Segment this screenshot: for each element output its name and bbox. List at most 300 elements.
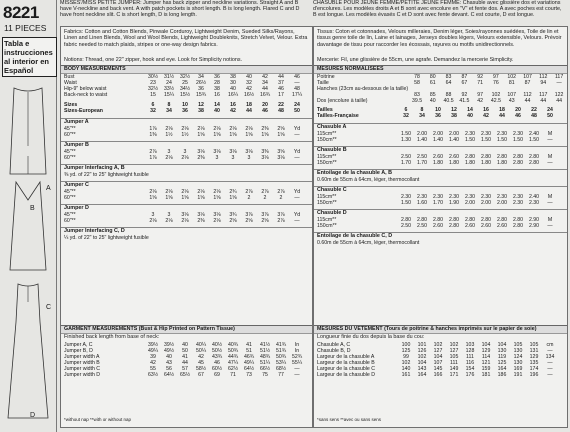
table-row [314, 113, 558, 119]
cell-value [508, 240, 523, 246]
row-label: 150cm** [317, 160, 337, 166]
size-value: 14 [214, 102, 220, 108]
row-label: Tailles [317, 107, 333, 113]
cell-value: 127 [433, 348, 443, 354]
table-row [314, 137, 558, 143]
cell-value: 2.00 [416, 131, 428, 137]
cell-value [182, 235, 198, 241]
cell-value [230, 172, 246, 178]
size-value: 10 [435, 107, 441, 113]
size-value: 32 [403, 113, 409, 119]
cell-value: 78 [414, 74, 420, 80]
cell-value: 28 [214, 80, 220, 86]
cell-value [494, 177, 509, 183]
cell-value: 112 [523, 92, 532, 98]
cell-value: 1.60 [416, 200, 428, 206]
table-row [61, 172, 310, 178]
cell-value: 49¼ [147, 348, 159, 354]
size-value: 24 [294, 102, 300, 108]
cell-value: 2.80 [416, 217, 428, 223]
cell-value: 1.40 [432, 137, 444, 143]
cell-value: 102 [449, 342, 459, 348]
cell-value: 2⅜ [197, 218, 205, 224]
row-label: 60"** [64, 195, 76, 201]
cell-value: 44 [540, 98, 547, 104]
cell-value: 17 [278, 92, 284, 98]
cell-value: 3⅛ [197, 212, 205, 218]
description-strip [60, 0, 566, 26]
cell-value: 55 [150, 366, 156, 372]
cell-value: 1⅝ [149, 195, 157, 201]
cell-value: 107 [523, 74, 532, 80]
size-value: 12 [451, 107, 457, 113]
cell-value: 169 [513, 366, 523, 372]
row-label: 150cm** [317, 137, 337, 143]
pattern-number: 8221 [3, 3, 39, 22]
cell-value: 51 [246, 348, 252, 354]
cell-value: 41¾ [275, 342, 287, 348]
size-value: 44 [246, 108, 252, 114]
cell-value: 2⅛ [165, 155, 173, 161]
cell-value: 2⅛ [213, 189, 221, 195]
size-value: 18 [246, 102, 252, 108]
cell-value: 73 [246, 372, 252, 378]
cell-value [214, 235, 230, 241]
cell-value: 2.80 [528, 160, 540, 166]
cell-value [262, 172, 278, 178]
mercerie-text: Mercerie: Fil, une glissière de 55cm, une agrafe. Demandez la mercerie Simplicity. [317, 57, 514, 63]
cell-value: 38 [214, 86, 220, 92]
cell-value: 176 [465, 372, 475, 378]
cell-value: 3⅞ [245, 212, 253, 218]
cell-value: 104 [481, 342, 491, 348]
cell-value: 45 [198, 360, 204, 366]
size-value: 12 [198, 102, 204, 108]
row-label: 115cm** [317, 194, 337, 200]
cell-value: 1.50 [528, 137, 540, 143]
size-value: 38 [451, 113, 457, 119]
row-label: 150cm** [317, 200, 337, 206]
yardage-group-title: Chasuble B [317, 147, 347, 153]
cell-value: 2 [263, 195, 267, 201]
cell-value: 181 [481, 372, 491, 378]
cell-value: 161 [401, 372, 411, 378]
table-row [61, 132, 305, 138]
cell-value: 1.40 [448, 137, 460, 143]
cell-value: — [547, 360, 553, 366]
cell-value: 1.80 [464, 160, 476, 166]
cell-value: 40 [230, 86, 236, 92]
size-value: 40 [467, 113, 473, 119]
cell-value: 46 [294, 74, 300, 80]
cell-value: 2.60 [432, 154, 444, 160]
cell-value: 32½ [179, 74, 191, 80]
cell-value: 40 [166, 354, 172, 360]
cell-value: M [547, 154, 553, 160]
view-b-silhouette [6, 180, 50, 272]
cell-value: 3¾ [229, 212, 237, 218]
yardage-table [314, 177, 567, 183]
cell-value: 1.70 [432, 200, 444, 206]
cell-value: 2 [247, 195, 251, 201]
cell-value: 63½ [147, 372, 159, 378]
cell-value: 102 [433, 342, 443, 348]
cell-value: 1.80 [480, 160, 492, 166]
cell-value: 3 [247, 155, 251, 161]
cell-value [552, 177, 567, 183]
size-value: 16 [230, 102, 236, 108]
cell-value: 15¾ [195, 92, 207, 98]
yardage-table [61, 149, 305, 161]
cell-value: 44¾ [227, 354, 239, 360]
row-label: Jumper B, D [64, 348, 93, 354]
cell-value: 47¼ [227, 360, 239, 366]
cell-value [166, 172, 182, 178]
cell-value: 2.50 [416, 154, 428, 160]
cell-value: 32½ [147, 86, 159, 92]
size-value: 14 [467, 107, 473, 113]
cell-value: 44 [262, 86, 268, 92]
cell-value: 2.30 [432, 194, 444, 200]
cell-value: — [294, 195, 300, 201]
cell-value: 64½ [243, 366, 255, 372]
cell-value: 42.5 [490, 98, 501, 104]
size-value: 6 [404, 107, 408, 113]
cell-value: 121 [481, 360, 491, 366]
cell-value: 3 [215, 155, 219, 161]
cell-value: 107 [507, 92, 517, 98]
cell-value: Yd [293, 189, 301, 195]
cell-value: 2.80 [512, 160, 524, 166]
cell-value: 3⅛ [197, 149, 205, 155]
left-column [0, 0, 57, 432]
cell-value: 116 [465, 360, 475, 366]
cell-value: 130 [513, 360, 523, 366]
cell-value: 2⅞ [277, 189, 285, 195]
cell-value: — [556, 80, 562, 86]
cell-value: 2.80 [432, 217, 444, 223]
row-label: Waist [64, 80, 77, 86]
mesures-normalisees-heading: MESURES NORMALISEES [314, 65, 567, 74]
body-measurements-heading: BODY MEASUREMENTS [61, 65, 312, 74]
cell-value: 1.40 [416, 137, 428, 143]
cell-value [538, 177, 553, 183]
cell-value [479, 240, 494, 246]
cell-value: 41.5 [459, 98, 470, 104]
cell-value: 2⅞ [245, 189, 253, 195]
cell-value: 56 [166, 366, 172, 372]
cell-value: 3 [167, 212, 171, 218]
cell-value: 17¼ [291, 92, 303, 98]
cell-value: 33½ [163, 86, 175, 92]
cell-value [523, 240, 538, 246]
cell-value: 43 [166, 360, 172, 366]
cell-value: 122 [554, 92, 564, 98]
cell-value: 52¾ [291, 354, 303, 360]
cell-value: 1⅞ [149, 126, 157, 132]
cell-value: 44 [524, 98, 531, 104]
cell-value: 57 [182, 366, 188, 372]
cell-value: 3 [151, 212, 155, 218]
size-value: 36 [435, 113, 441, 119]
cell-value: 1⅝ [229, 195, 237, 201]
size-value: 50 [547, 113, 553, 119]
cell-value: 49½ [163, 348, 175, 354]
cell-value: 140 [401, 366, 411, 372]
cell-value: 40.5 [443, 98, 454, 104]
cell-value: 2.30 [464, 194, 476, 200]
cell-value: 2.30 [496, 131, 508, 137]
size-value: 20 [262, 102, 268, 108]
cell-value: 111 [466, 354, 474, 360]
cell-value: 15½ [179, 92, 191, 98]
cell-value: 30 [230, 80, 236, 86]
cell-value [464, 177, 479, 183]
cell-value: 94 [540, 80, 547, 86]
cell-value: 41 [182, 354, 188, 360]
cell-value: 36 [198, 86, 204, 92]
cell-value: 1⅜ [149, 132, 157, 138]
cell-value: 130 [497, 348, 507, 354]
cell-value: 44 [278, 74, 284, 80]
size-value: 18 [499, 107, 505, 113]
size-value: 32 [150, 108, 156, 114]
cell-value: 67 [461, 80, 468, 86]
size-value: 40 [214, 108, 220, 114]
yardage-group-title: Entoilage de la chasuble A, B [317, 170, 392, 176]
cell-value: 3⅛ [245, 149, 253, 155]
cell-value: 2.80 [480, 154, 492, 160]
cell-value: 1.30 [400, 137, 412, 143]
view-label-b: B [30, 205, 35, 212]
cell-value: 2.90 [528, 223, 540, 229]
sizes-table [314, 107, 558, 119]
cell-value: 2.00 [480, 200, 492, 206]
cell-value: 130 [513, 348, 523, 354]
cell-value: 2⅛ [181, 218, 189, 224]
cell-value: 40¾ [227, 342, 239, 348]
cell-value: 164 [417, 372, 427, 378]
garment-measurements-table [61, 342, 305, 378]
cell-value: 99 [403, 354, 409, 360]
cell-value: Yd [293, 212, 301, 218]
cell-value: 43¾ [211, 354, 223, 360]
cell-value: 2⅝ [229, 218, 237, 224]
cell-value: 16 [214, 92, 220, 98]
cell-value: 128 [465, 348, 475, 354]
cell-value: 100 [401, 342, 411, 348]
cell-value: 2.30 [480, 131, 492, 137]
vet-note: Longueur finie du dos depuis la base du cou: [317, 334, 425, 340]
cell-value: 2⅛ [245, 126, 253, 132]
yardage-table [314, 217, 558, 229]
row-label: ¼ yd. of 22" to 25" lightweight fusible [64, 235, 149, 241]
row-label: 0.60m de 55cm à 64cm, léger, thermocollant [317, 177, 420, 183]
cell-value: — [294, 366, 300, 372]
cell-value: 3 [183, 149, 187, 155]
row-label: Back-neck to waist [64, 92, 108, 98]
yardage-group-title: Jumper B [64, 142, 89, 148]
cell-value: 1½ [165, 132, 173, 138]
cell-value: 2.80 [512, 217, 524, 223]
cell-value [508, 177, 523, 183]
cell-value: 129 [529, 354, 539, 360]
cell-value: M [547, 131, 553, 137]
cell-value: — [547, 366, 553, 372]
cell-value: 1⅝ [277, 132, 285, 138]
cell-value: 25 [182, 80, 188, 86]
cell-value: — [547, 348, 553, 354]
row-label: Sizes [64, 102, 78, 108]
size-value: 34 [166, 108, 172, 114]
row-label: Taille [317, 80, 329, 86]
cell-value: 49¼ [243, 360, 255, 366]
footnote-french: *sans sens **avec ou sans sens [317, 417, 382, 422]
yardage-group-title: Chasuble D [317, 210, 347, 216]
cell-value: 117 [554, 74, 564, 80]
size-value: 38 [198, 108, 204, 114]
cell-value [479, 177, 494, 183]
cell-value [294, 172, 310, 178]
cell-value: 2⅛ [181, 189, 189, 195]
cell-value: 2.80 [448, 217, 460, 223]
cell-value: 2⅛ [213, 218, 221, 224]
cell-value: 1.50 [496, 137, 508, 143]
cell-value: 1⅝ [245, 132, 253, 138]
row-label: Chasuble A, C [317, 342, 351, 348]
cell-value: 2.50 [400, 223, 412, 229]
mesures-table [314, 74, 567, 104]
cell-value [552, 240, 567, 246]
cell-value: 102 [507, 74, 517, 80]
cell-value: 88 [445, 92, 452, 98]
cell-value: 37 [278, 80, 284, 86]
cell-value: 43 [508, 98, 515, 104]
fabrics-text: Fabrics: Cotton and Cotton Blends, Pinwale Corduroy, Lightweight Denim, Sueded Silks/Rayons, Linen and Linen Blends, Wool and Wool Blends, Lightweight Doubleknits, Stretch Velvet, Velour. Extra fabric needed to match plaids, stripes or one-way design fabrics. [64, 29, 308, 48]
cell-value: 186 [497, 372, 507, 378]
cell-value: 39 [150, 354, 156, 360]
cell-value: 1⅝ [165, 195, 173, 201]
cell-value: 1⅝ [213, 132, 221, 138]
cell-value: 105 [449, 354, 459, 360]
table-row [61, 218, 305, 224]
yardage-group-title: Chasuble A [317, 124, 347, 130]
cell-value: 1.90 [448, 200, 460, 206]
cell-value: 117 [539, 92, 548, 98]
cell-value: 2⅛ [165, 218, 173, 224]
cell-value: 34½ [179, 86, 191, 92]
cell-value: 104 [433, 354, 443, 360]
row-label: Chasuble B, D [317, 348, 351, 354]
size-value: 8 [167, 102, 171, 108]
cell-value: 42 [477, 98, 484, 104]
cell-value: 101 [417, 342, 427, 348]
cell-value: 44 [182, 360, 188, 366]
size-value: 46 [262, 108, 268, 114]
cell-value [435, 177, 450, 183]
cell-value: 159 [481, 366, 491, 372]
size-value: 22 [531, 107, 537, 113]
cell-value: 2.30 [528, 200, 540, 206]
cell-value: 87 [461, 74, 468, 80]
table-row [61, 108, 305, 114]
cell-value: 107 [433, 360, 443, 366]
sizes-table [61, 102, 305, 114]
cell-value: 38 [230, 74, 236, 80]
cell-value: 2.80 [512, 154, 524, 160]
cell-value: 31½ [163, 74, 175, 80]
cell-value: 60½ [211, 366, 223, 372]
cell-value: 131 [529, 348, 539, 354]
cell-value: 125 [497, 360, 507, 366]
cell-value: 77 [278, 372, 284, 378]
yardage-group-title: Jumper Interfacing C, D [64, 228, 125, 234]
cell-value: 2.30 [448, 194, 460, 200]
cell-value: 2⅞ [261, 189, 269, 195]
cell-value: 50½ [211, 348, 223, 354]
table-row [61, 235, 310, 241]
cell-value: 2.50 [416, 223, 428, 229]
row-label: 115cm** [317, 131, 337, 137]
yardage-group-title: Chasuble C [317, 187, 347, 193]
cell-value: 102 [491, 92, 501, 98]
yardage-table [61, 212, 305, 224]
cell-value: 26½ [195, 80, 207, 86]
cell-value: 2.60 [480, 223, 492, 229]
cell-value: 2⅜ [197, 155, 205, 161]
cell-value: 51¼ [259, 360, 271, 366]
cell-value [450, 240, 465, 246]
cell-value: — [294, 218, 300, 224]
cell-value [150, 235, 166, 241]
notions-text: Notions: Thread, one 22" zipper, hook and eye. Look for Simplicity notions. [64, 57, 243, 63]
table-row [314, 160, 558, 166]
cell-value: 135 [529, 360, 539, 366]
cell-value [278, 235, 294, 241]
cell-value: 1.50 [480, 137, 492, 143]
cell-value: 2.00 [432, 131, 444, 137]
cell-value: 2.00 [448, 131, 460, 137]
cell-value: 1½ [181, 132, 189, 138]
cell-value: 15¼ [163, 92, 175, 98]
cell-value: 2.90 [528, 217, 540, 223]
cell-value: 42 [246, 86, 252, 92]
cell-value: — [547, 200, 553, 206]
cell-value: cm [546, 342, 554, 348]
yardage-table [314, 154, 558, 166]
view-label-d: D [30, 412, 36, 419]
cell-value: 58 [414, 80, 420, 86]
cell-value: 2.80 [480, 217, 492, 223]
cell-value: 105 [529, 342, 539, 348]
cell-value: 2.60 [464, 223, 476, 229]
cell-value: 3 [231, 155, 235, 161]
size-value: 42 [483, 113, 489, 119]
row-label: Largeur de la chasuble D [317, 372, 375, 378]
table-row [61, 372, 305, 378]
cell-value: 71 [230, 372, 236, 378]
cell-value: In [294, 348, 300, 354]
cell-value: 2⅞ [149, 149, 157, 155]
table-row [314, 200, 558, 206]
cell-value: 1.50 [400, 200, 412, 206]
size-value: 36 [182, 108, 188, 114]
cell-value: 2⅛ [149, 218, 157, 224]
cell-value [246, 235, 262, 241]
cell-value: 2.50 [400, 154, 412, 160]
cell-value: 46 [278, 86, 284, 92]
cell-value: 2 [279, 195, 283, 201]
